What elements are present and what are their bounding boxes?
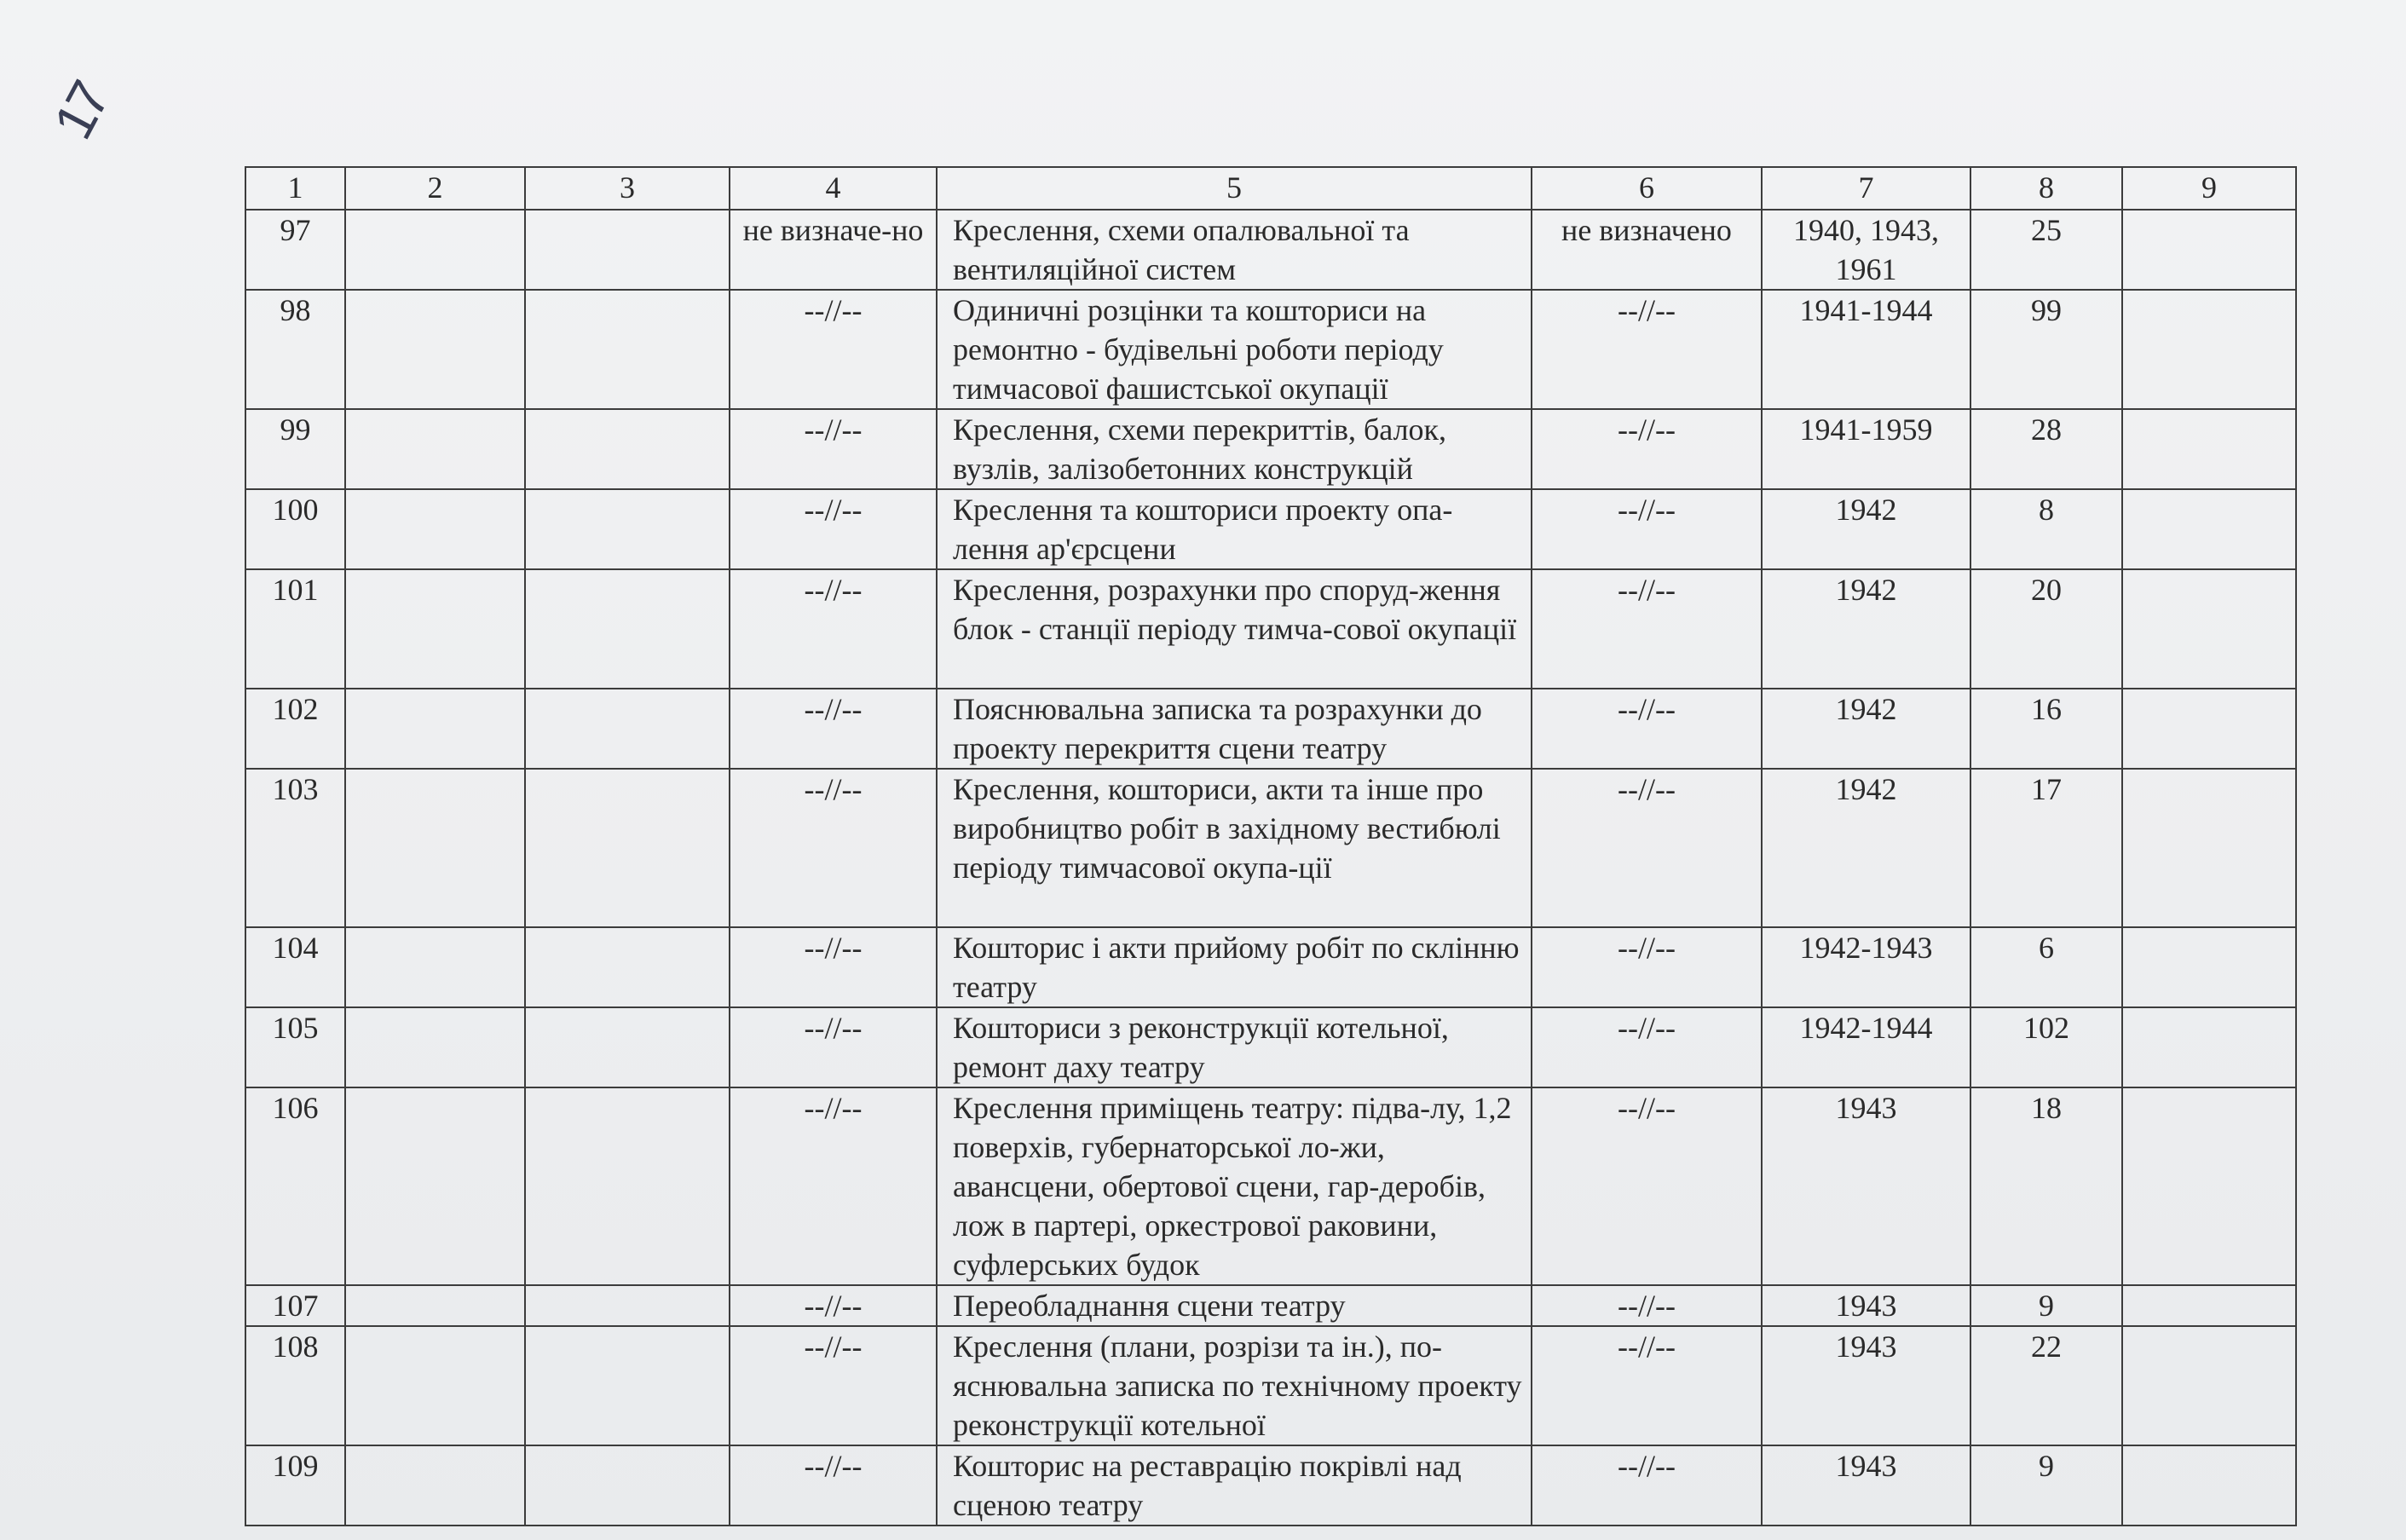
cell-col-6: --//-- bbox=[1532, 290, 1762, 409]
cell-col-4: --//-- bbox=[730, 409, 937, 489]
cell-dates: 1943 bbox=[1762, 1445, 1970, 1526]
cell-col-3 bbox=[525, 1087, 730, 1285]
table-row bbox=[245, 1007, 2296, 1087]
cell-title: Переобладнання сцени театру bbox=[937, 1285, 1532, 1326]
cell-col-9 bbox=[2122, 489, 2296, 569]
cell-item-number: 104 bbox=[245, 927, 345, 1007]
cell-col-6: --//-- bbox=[1532, 409, 1762, 489]
cell-col-6: --//-- bbox=[1532, 1445, 1762, 1526]
cell-title: Одиничні розцінки та кошториси на ремонтно - будівельні роботи періоду тимчасової фашистської окупації bbox=[937, 290, 1532, 409]
cell-sheets: 8 bbox=[1970, 489, 2122, 569]
cell-dates: 1943 bbox=[1762, 1285, 1970, 1326]
column-header: 4 bbox=[730, 167, 937, 210]
table-row bbox=[245, 290, 2296, 409]
cell-item-number: 102 bbox=[245, 689, 345, 769]
cell-dates: 1942-1943 bbox=[1762, 927, 1970, 1007]
cell-item-number: 100 bbox=[245, 489, 345, 569]
cell-sheets: 17 bbox=[1970, 769, 2122, 927]
cell-item-number: 101 bbox=[245, 569, 345, 689]
cell-col-4: --//-- bbox=[730, 1326, 937, 1445]
cell-title: Кошторис і акти прийому робіт по склінню театру bbox=[937, 927, 1532, 1007]
table-row bbox=[245, 689, 2296, 769]
cell-sheets: 99 bbox=[1970, 290, 2122, 409]
cell-col-3 bbox=[525, 210, 730, 290]
cell-col-3 bbox=[525, 409, 730, 489]
cell-col-9 bbox=[2122, 1285, 2296, 1326]
cell-col-6: --//-- bbox=[1532, 1087, 1762, 1285]
cell-title: Креслення (плани, розрізи та ін.), по-яснювальна записка по технічному проекту реконструкції котельної bbox=[937, 1326, 1532, 1445]
cell-sheets: 102 bbox=[1970, 1007, 2122, 1087]
cell-col-3 bbox=[525, 1285, 730, 1326]
cell-col-4: --//-- bbox=[730, 689, 937, 769]
cell-col-9 bbox=[2122, 409, 2296, 489]
cell-item-number: 103 bbox=[245, 769, 345, 927]
cell-dates: 1940, 1943, 1961 bbox=[1762, 210, 1970, 290]
cell-col-3 bbox=[525, 489, 730, 569]
cell-col-9 bbox=[2122, 290, 2296, 409]
cell-col-6: --//-- bbox=[1532, 1007, 1762, 1087]
cell-col-6: --//-- bbox=[1532, 1285, 1762, 1326]
cell-sheets: 28 bbox=[1970, 409, 2122, 489]
cell-col-2 bbox=[345, 1285, 525, 1326]
cell-sheets: 22 bbox=[1970, 1326, 2122, 1445]
cell-sheets: 18 bbox=[1970, 1087, 2122, 1285]
cell-col-6: --//-- bbox=[1532, 489, 1762, 569]
cell-item-number: 98 bbox=[245, 290, 345, 409]
cell-col-3 bbox=[525, 1007, 730, 1087]
cell-col-9 bbox=[2122, 769, 2296, 927]
cell-title: Кошторис на реставрацію покрівлі над сценою театру bbox=[937, 1445, 1532, 1526]
cell-title: Креслення та кошториси проекту опа-лення ар'єрсцени bbox=[937, 489, 1532, 569]
table-row bbox=[245, 569, 2296, 689]
cell-item-number: 106 bbox=[245, 1087, 345, 1285]
cell-col-3 bbox=[525, 290, 730, 409]
cell-col-2 bbox=[345, 409, 525, 489]
cell-col-2 bbox=[345, 290, 525, 409]
cell-col-3 bbox=[525, 569, 730, 689]
cell-col-2 bbox=[345, 1445, 525, 1526]
cell-title: Креслення, схеми опалювальної та вентиляційної систем bbox=[937, 210, 1532, 290]
cell-col-4: --//-- bbox=[730, 290, 937, 409]
column-header: 9 bbox=[2122, 167, 2296, 210]
cell-col-2 bbox=[345, 689, 525, 769]
cell-dates: 1942 bbox=[1762, 689, 1970, 769]
table-row bbox=[245, 210, 2296, 290]
cell-col-4: --//-- bbox=[730, 927, 937, 1007]
cell-sheets: 16 bbox=[1970, 689, 2122, 769]
cell-col-2 bbox=[345, 1007, 525, 1087]
cell-dates: 1942 bbox=[1762, 769, 1970, 927]
cell-col-4: --//-- bbox=[730, 1285, 937, 1326]
cell-col-2 bbox=[345, 569, 525, 689]
cell-col-3 bbox=[525, 1326, 730, 1445]
cell-col-9 bbox=[2122, 927, 2296, 1007]
cell-col-3 bbox=[525, 1445, 730, 1526]
cell-col-6: --//-- bbox=[1532, 1326, 1762, 1445]
cell-col-6: --//-- bbox=[1532, 689, 1762, 769]
cell-col-2 bbox=[345, 927, 525, 1007]
cell-col-9 bbox=[2122, 689, 2296, 769]
table-row bbox=[245, 927, 2296, 1007]
handwritten-page-number: 17 bbox=[41, 75, 120, 149]
cell-sheets: 25 bbox=[1970, 210, 2122, 290]
table-row bbox=[245, 1285, 2296, 1326]
table-row bbox=[245, 1087, 2296, 1285]
column-header: 6 bbox=[1532, 167, 1762, 210]
cell-col-2 bbox=[345, 210, 525, 290]
cell-col-2 bbox=[345, 1326, 525, 1445]
column-header: 5 bbox=[937, 167, 1532, 210]
cell-dates: 1942 bbox=[1762, 489, 1970, 569]
cell-col-9 bbox=[2122, 1087, 2296, 1285]
cell-dates: 1941-1959 bbox=[1762, 409, 1970, 489]
cell-col-3 bbox=[525, 689, 730, 769]
cell-title: Креслення приміщень театру: підва-лу, 1,2 поверхів, губернаторської ло-жи, авансцени, обертової сцени, гар-деробів, лож в партері, оркестрової раковини, суфлерських будок bbox=[937, 1087, 1532, 1285]
column-header: 8 bbox=[1970, 167, 2122, 210]
cell-col-6: --//-- bbox=[1532, 769, 1762, 927]
table-row bbox=[245, 769, 2296, 927]
cell-col-2 bbox=[345, 489, 525, 569]
cell-col-9 bbox=[2122, 569, 2296, 689]
cell-col-6: --//-- bbox=[1532, 569, 1762, 689]
cell-col-9 bbox=[2122, 1007, 2296, 1087]
cell-col-3 bbox=[525, 769, 730, 927]
cell-dates: 1943 bbox=[1762, 1326, 1970, 1445]
cell-sheets: 9 bbox=[1970, 1285, 2122, 1326]
table-row bbox=[245, 409, 2296, 489]
cell-col-6: --//-- bbox=[1532, 927, 1762, 1007]
table-row bbox=[245, 1326, 2296, 1445]
cell-title: Пояснювальна записка та розрахунки до проекту перекриття сцени театру bbox=[937, 689, 1532, 769]
table-row bbox=[245, 1445, 2296, 1526]
cell-title: Креслення, кошториси, акти та інше про виробництво робіт в західному вестибюлі періоду тимчасової окупа-ції bbox=[937, 769, 1532, 927]
cell-col-3 bbox=[525, 927, 730, 1007]
cell-title: Креслення, схеми перекриттів, балок, вузлів, залізобетонних конструкцій bbox=[937, 409, 1532, 489]
column-number-row bbox=[245, 167, 2296, 210]
cell-item-number: 99 bbox=[245, 409, 345, 489]
table-row bbox=[245, 489, 2296, 569]
cell-dates: 1942-1944 bbox=[1762, 1007, 1970, 1087]
cell-item-number: 109 bbox=[245, 1445, 345, 1526]
cell-dates: 1942 bbox=[1762, 569, 1970, 689]
cell-col-9 bbox=[2122, 1445, 2296, 1526]
cell-item-number: 108 bbox=[245, 1326, 345, 1445]
cell-col-6: не визначено bbox=[1532, 210, 1762, 290]
cell-col-4: --//-- bbox=[730, 569, 937, 689]
cell-col-4: --//-- bbox=[730, 1007, 937, 1087]
cell-col-2 bbox=[345, 769, 525, 927]
cell-dates: 1943 bbox=[1762, 1087, 1970, 1285]
cell-col-9 bbox=[2122, 1326, 2296, 1445]
cell-dates: 1941-1944 bbox=[1762, 290, 1970, 409]
cell-col-9 bbox=[2122, 210, 2296, 290]
column-header: 3 bbox=[525, 167, 730, 210]
cell-col-4: --//-- bbox=[730, 1445, 937, 1526]
cell-col-4: --//-- bbox=[730, 769, 937, 927]
cell-col-4: не визначе-но bbox=[730, 210, 937, 290]
cell-col-4: --//-- bbox=[730, 1087, 937, 1285]
cell-title: Креслення, розрахунки про споруд-ження блок - станції періоду тимча-сової окупації bbox=[937, 569, 1532, 689]
archive-inventory-table bbox=[245, 166, 2297, 1526]
cell-col-4: --//-- bbox=[730, 489, 937, 569]
cell-col-2 bbox=[345, 1087, 525, 1285]
cell-sheets: 9 bbox=[1970, 1445, 2122, 1526]
column-header: 1 bbox=[245, 167, 345, 210]
column-header: 2 bbox=[345, 167, 525, 210]
cell-item-number: 105 bbox=[245, 1007, 345, 1087]
cell-title: Кошториси з реконструкції котельної, ремонт даху театру bbox=[937, 1007, 1532, 1087]
cell-sheets: 20 bbox=[1970, 569, 2122, 689]
cell-item-number: 97 bbox=[245, 210, 345, 290]
cell-item-number: 107 bbox=[245, 1285, 345, 1326]
cell-sheets: 6 bbox=[1970, 927, 2122, 1007]
column-header: 7 bbox=[1762, 167, 1970, 210]
